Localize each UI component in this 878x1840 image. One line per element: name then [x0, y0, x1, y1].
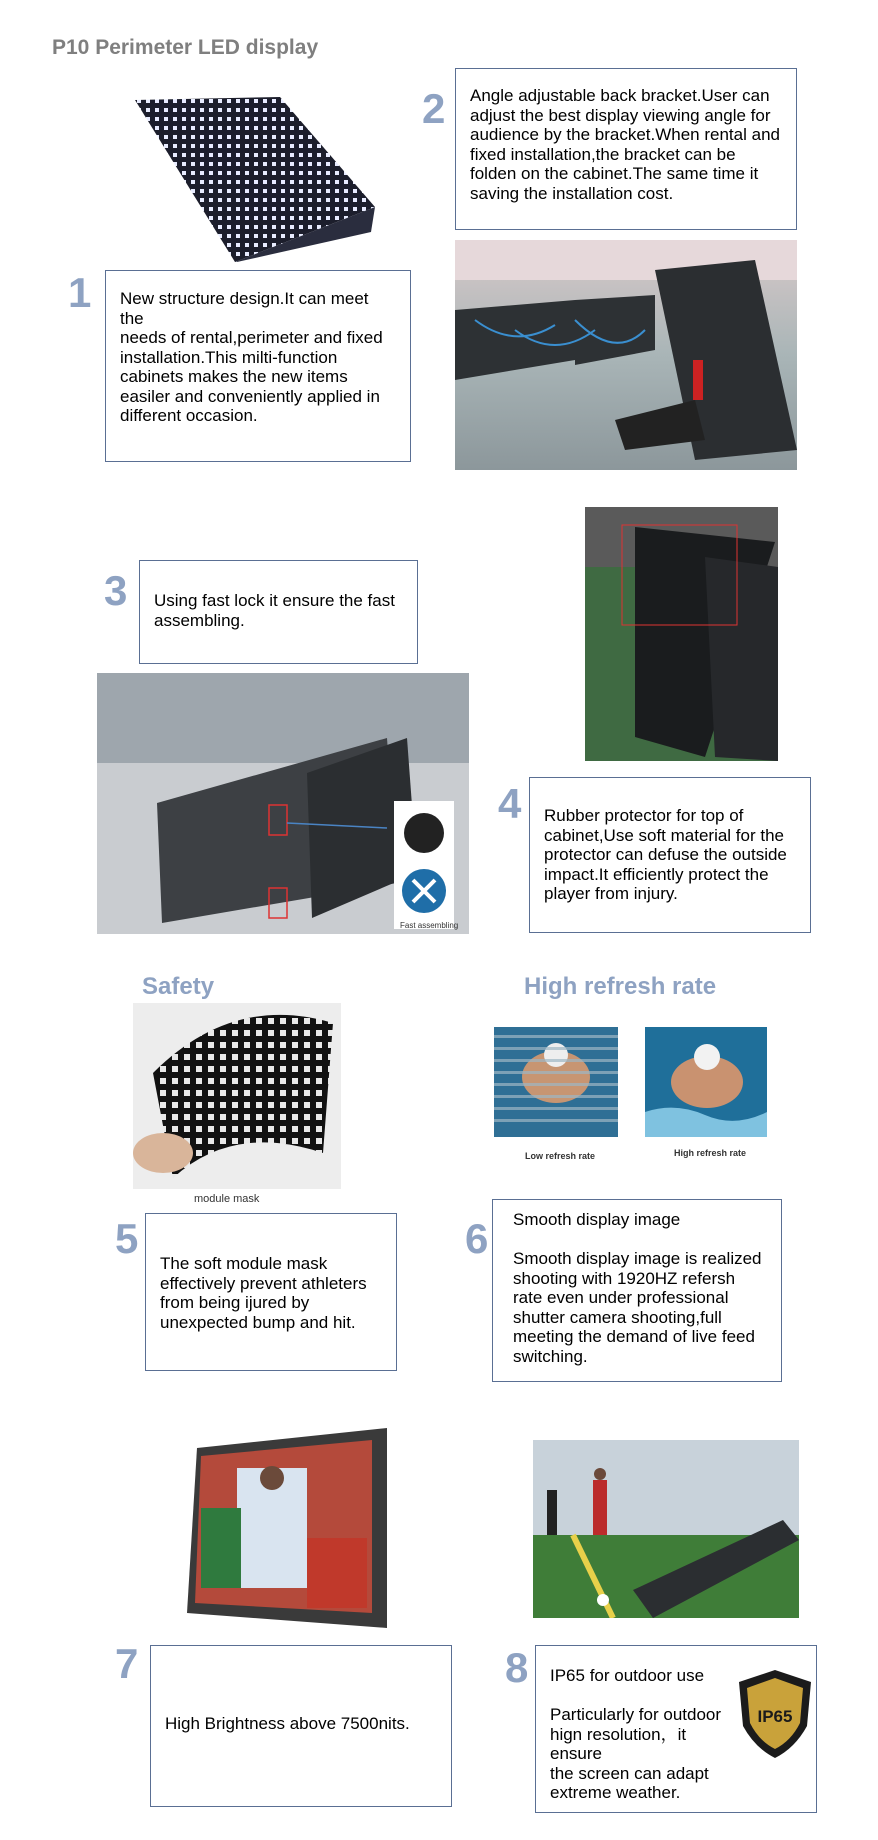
- item-text-box-3: Using fast lock it ensure the fast assembling.: [139, 560, 418, 664]
- brightness-display-image: [187, 1428, 387, 1628]
- field-installation-image: [533, 1440, 799, 1618]
- page-title: P10 Perimeter LED display: [52, 36, 319, 59]
- item-number-8: 8: [505, 1644, 529, 1691]
- item-text-box-8: IP65 for outdoor use Particularly for outdoor hign resolution，it ensure the screen can adapt extreme weather.: [535, 1645, 817, 1813]
- item-text-box-7: High Brightness above 7500nits.: [150, 1645, 452, 1807]
- bracket-factory-image: [455, 240, 797, 470]
- item-text-box-2: Angle adjustable back bracket.User can adjust the best display viewing angle for audience by the bracket.When rental and fixed installation,the bracket can be folden on the cabinet.The same time it saving the installation cost.: [455, 68, 797, 230]
- led-module-image: [135, 97, 375, 262]
- low-refresh-image: [494, 1027, 618, 1137]
- module-mask-image: [133, 1003, 341, 1189]
- fast-assembling-image: [97, 673, 469, 934]
- ip65-badge-text: IP65: [757, 1707, 793, 1726]
- item-number-5: 5: [115, 1215, 139, 1262]
- item-text-box-1: New structure design.It can meet the needs of rental,perimeter and fixed installation.This milti-function cabinets makes the new items easiler and conveniently applied in different occasion.: [105, 270, 411, 462]
- item-text-box-5: The soft module mask effectively prevent athleters from being ijured by unexpected bump and hit.: [145, 1213, 397, 1371]
- low-refresh-caption: Low refresh rate: [525, 1151, 596, 1161]
- module-mask-caption: module mask: [194, 1193, 260, 1205]
- fast-assembling-caption: Fast assembling: [400, 921, 459, 930]
- item-number-2: 2: [422, 85, 446, 132]
- ip65-shield-badge: [735, 1668, 815, 1760]
- item-number-1: 1: [68, 269, 92, 316]
- item-number-3: 3: [104, 567, 128, 614]
- cabinet-stack-image: [585, 507, 778, 761]
- item-text-box-6: Smooth display image Smooth display image is realized shooting with 1920HZ refersh rate even under professional shutter camera shooting,full meeting the demand of live feed switching.: [492, 1199, 782, 1382]
- section-high-refresh-rate: High refresh rate: [524, 973, 717, 1000]
- item-number-7: 7: [115, 1640, 139, 1687]
- high-refresh-caption: High refresh rate: [674, 1148, 747, 1158]
- high-refresh-image: [645, 1027, 767, 1137]
- item-number-6: 6: [465, 1215, 489, 1262]
- item-text-box-4: Rubber protector for top of cabinet,Use soft material for the protector can defuse the outside impact.It efficiently protect the player from injury.: [529, 777, 811, 933]
- section-safety: Safety: [142, 973, 215, 1000]
- item-number-4: 4: [498, 780, 522, 827]
